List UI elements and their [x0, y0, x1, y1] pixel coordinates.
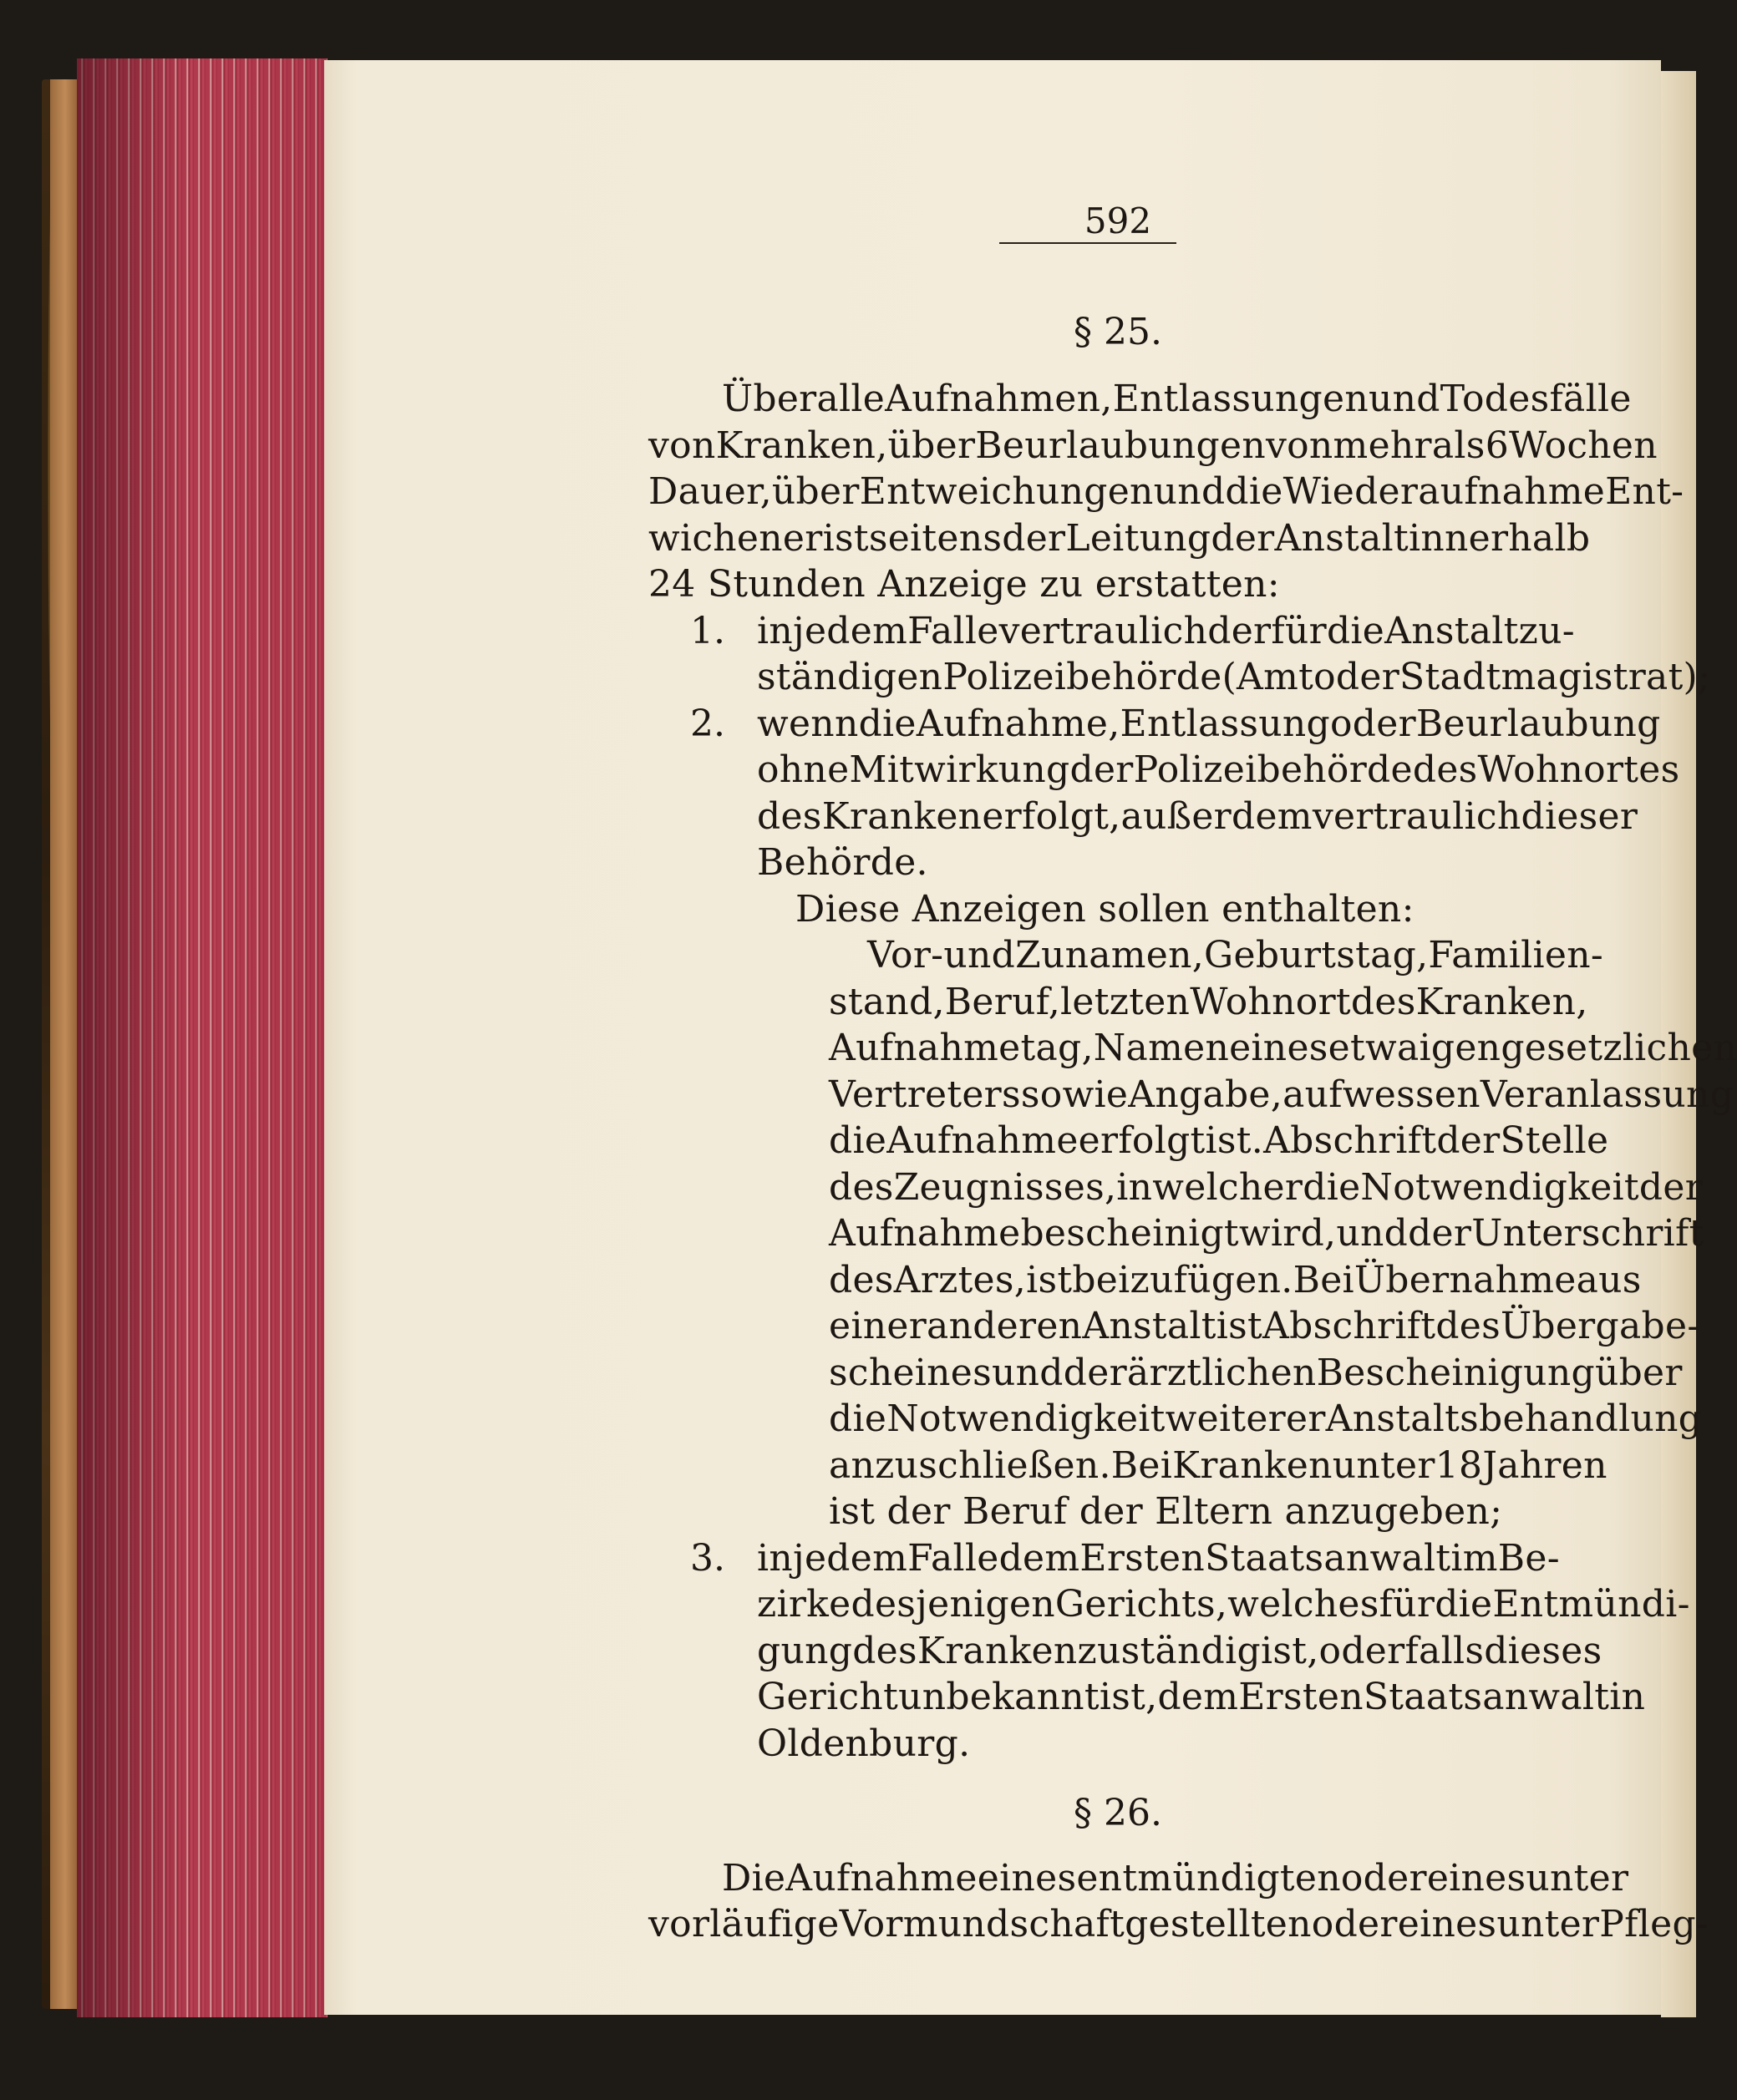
page-number: 592: [1084, 200, 1152, 241]
word: Bei: [1110, 1443, 1173, 1487]
word: bescheinigt: [1020, 1212, 1239, 1255]
word: erfolgt,: [982, 794, 1121, 838]
word: Abschrift: [1262, 1305, 1436, 1347]
word: Aufnahmen,: [885, 378, 1113, 420]
word: des: [829, 1258, 894, 1301]
item-number: 1.: [690, 609, 725, 652]
word: anderen: [927, 1305, 1083, 1347]
word: Übernahme: [1354, 1258, 1577, 1301]
word: die: [829, 1119, 887, 1162]
word: vorläufige: [648, 1903, 840, 1945]
contents-line: [829, 1351, 1683, 1394]
leather-spine: [50, 79, 80, 2009]
word: des: [1435, 1305, 1501, 1347]
word: jedem: [793, 609, 908, 652]
word: in: [757, 609, 794, 652]
contents-line: [829, 1258, 1642, 1301]
word: über: [887, 424, 976, 467]
word: dem: [1157, 1676, 1239, 1718]
contents-line: [829, 1212, 1704, 1255]
word: und: [1336, 1212, 1409, 1255]
word: Entlassungen: [1112, 378, 1369, 420]
word: ist: [1026, 1258, 1073, 1301]
word: jedem: [793, 1536, 908, 1580]
word: Übergabe-: [1501, 1305, 1700, 1347]
word: oder: [1329, 702, 1416, 745]
word: die: [829, 1397, 887, 1440]
word: in: [1609, 1676, 1646, 1718]
contents-intro: Diese Anzeigen sollen enthalten:: [795, 887, 1414, 931]
word: etwaigen: [1328, 1027, 1501, 1069]
word: ist,: [1099, 1676, 1158, 1718]
word: die: [858, 702, 917, 745]
word: Ersten: [1079, 1536, 1206, 1580]
word: des: [757, 794, 822, 838]
word: die: [1303, 1165, 1361, 1209]
word: ohne: [757, 748, 850, 791]
word: Falle: [907, 1536, 999, 1580]
word: Wochen: [1508, 424, 1658, 467]
word: Be-: [1497, 1536, 1560, 1580]
word: für: [1271, 609, 1327, 652]
word: (Amt: [1221, 656, 1314, 698]
word: welches: [1227, 1583, 1379, 1626]
word: Aufnahme: [886, 1119, 1079, 1162]
item-line: [757, 1583, 1690, 1626]
word: Die: [722, 1856, 786, 1900]
word: und: [943, 934, 1016, 976]
word: Anstalt: [1082, 1305, 1216, 1347]
word: eines: [977, 1856, 1077, 1900]
item-line: Behörde.: [757, 841, 928, 884]
word: der: [1638, 1165, 1704, 1209]
word: Gericht: [757, 1676, 899, 1718]
item-line: [757, 748, 1680, 791]
word: entmündigten: [1076, 1856, 1341, 1900]
word: erfolgt: [1078, 1119, 1206, 1162]
word: des: [1412, 748, 1478, 791]
word: die: [1326, 609, 1385, 652]
word: Ersten: [1238, 1676, 1364, 1718]
word: Aufnahme: [829, 1212, 1021, 1255]
word: Entweichungen: [859, 470, 1154, 513]
contents-line: [829, 1073, 1734, 1116]
paragraph-line: 24 Stunden Anzeige zu erstatten:: [648, 563, 1280, 606]
word: einer: [829, 1305, 927, 1347]
word: falls: [1404, 1629, 1485, 1672]
contents-line: [829, 1119, 1609, 1162]
word: seitens: [868, 516, 1003, 560]
contents-line: [829, 980, 1588, 1023]
word: Vertreters: [829, 1073, 1021, 1116]
word: auf: [1282, 1073, 1343, 1116]
word: mehr: [1333, 424, 1432, 467]
word: oder: [1313, 656, 1400, 698]
word: welcher: [1152, 1165, 1303, 1209]
item-line: [757, 609, 1575, 652]
word: anzuschließen.: [829, 1443, 1111, 1487]
word: Kranken,: [1415, 980, 1588, 1023]
word: Dauer,: [648, 470, 772, 513]
item-number: 2.: [690, 702, 725, 745]
page-edges-shadow: [77, 58, 328, 2017]
word: Abschrift: [1263, 1119, 1437, 1162]
item-line: [757, 656, 1711, 698]
word: Namen: [1093, 1027, 1230, 1069]
word: dieser: [1521, 794, 1638, 838]
word: innerhalb: [1408, 516, 1591, 560]
word: Notwendigkeit: [1360, 1165, 1639, 1209]
word: ist.: [1205, 1119, 1264, 1162]
word: alle: [816, 378, 886, 420]
word: Entmündi-: [1492, 1583, 1690, 1626]
word: und: [1153, 470, 1226, 513]
word: Arztes,: [893, 1258, 1027, 1301]
word: oder: [1311, 1903, 1398, 1945]
paragraph-line: [722, 1856, 1629, 1900]
word: Mitwirkung: [849, 748, 1070, 791]
word: Anstaltsbehandlung: [1325, 1397, 1703, 1440]
word: Beruf,: [944, 980, 1061, 1023]
word: in: [757, 1536, 794, 1580]
word: ärztlichen: [1126, 1351, 1317, 1394]
word: unter: [1496, 1903, 1600, 1945]
word: Zeugnisses,: [893, 1165, 1117, 1209]
contents-line: ist der Beruf der Eltern anzugeben;: [829, 1490, 1503, 1533]
word: oder: [1340, 1856, 1427, 1900]
word: im: [1450, 1536, 1498, 1580]
word: ständigen: [757, 656, 943, 698]
paragraph-line: [648, 516, 1591, 560]
word: weiterer: [1165, 1397, 1326, 1440]
word: der: [1436, 1119, 1501, 1162]
word: Über: [722, 378, 817, 420]
word: ist: [1216, 1305, 1263, 1347]
word: und: [1369, 378, 1440, 420]
word: Aufnahme: [785, 1856, 978, 1900]
word: Stelle: [1500, 1119, 1609, 1162]
word: Beurlaubung: [1415, 702, 1661, 745]
word: Stadtmagistrat);: [1399, 656, 1711, 698]
word: gestellten: [1125, 1903, 1312, 1945]
word: oder: [1318, 1629, 1405, 1672]
word: Gerichts,: [1054, 1583, 1228, 1626]
contents-line: [867, 934, 1604, 976]
word: Kranken: [821, 794, 983, 838]
word: zu-: [1518, 609, 1575, 652]
word: Kranken: [917, 1629, 1078, 1672]
word: zirke: [757, 1583, 851, 1626]
word: Polizeibehörde: [942, 656, 1222, 698]
word: Falle: [907, 609, 999, 652]
word: Aufnahmetag,: [829, 1027, 1094, 1069]
item-line: Oldenburg.: [757, 1722, 971, 1765]
item-line: [757, 1676, 1646, 1718]
word: dem: [998, 1536, 1080, 1580]
word: eines: [1426, 1856, 1526, 1900]
word: Staatsanwalt: [1205, 1536, 1451, 1580]
word: Staatsanwalt: [1363, 1676, 1610, 1718]
word: Bei: [1293, 1258, 1354, 1301]
word: Wohnortes: [1477, 748, 1680, 791]
word: die: [1435, 1583, 1493, 1626]
word: außerdem: [1120, 794, 1313, 838]
section-heading-25: § 25.: [1074, 311, 1162, 353]
word: vertraulich: [1312, 794, 1521, 838]
word: Ent-: [1605, 470, 1684, 513]
word: des: [852, 1629, 917, 1672]
word: zuständig: [1077, 1629, 1261, 1672]
word: desjenigen: [851, 1583, 1055, 1626]
book-page: [324, 60, 1737, 2015]
word: Anstalt: [1274, 516, 1409, 560]
word: Veranlassung: [1480, 1073, 1734, 1116]
section-heading-26: § 26.: [1074, 1792, 1162, 1834]
paragraph-line: [648, 424, 1658, 467]
paragraph-line: [722, 378, 1632, 420]
word: der: [1408, 1212, 1472, 1255]
word: Jahren: [1482, 1443, 1607, 1487]
word: 18: [1435, 1443, 1483, 1487]
word: eines: [1229, 1027, 1328, 1069]
item-line: [757, 702, 1661, 745]
word: Vor-: [867, 934, 944, 976]
word: unter: [1526, 1856, 1629, 1900]
paragraph-line: [648, 1903, 1709, 1945]
word: der: [1063, 1351, 1127, 1394]
word: Familien-: [1428, 934, 1604, 976]
word: Kranken,: [715, 424, 888, 467]
word: Geburtstag,: [1204, 934, 1429, 976]
word: für: [1379, 1583, 1435, 1626]
word: der: [1207, 609, 1272, 652]
word: beizufügen.: [1072, 1258, 1293, 1301]
word: gesetzlichen: [1501, 1027, 1737, 1069]
word: unter: [1332, 1443, 1435, 1487]
word: wenn: [757, 702, 859, 745]
word: über: [771, 470, 860, 513]
item-line: [757, 1629, 1602, 1672]
word: Todesfälle: [1440, 378, 1632, 420]
contents-line: [829, 1165, 1704, 1209]
word: ist,: [1261, 1629, 1319, 1672]
header-rule: [999, 242, 1176, 244]
word: in: [1116, 1165, 1153, 1209]
word: scheines: [829, 1351, 993, 1394]
word: Notwendigkeit: [886, 1397, 1166, 1440]
word: vertraulich: [998, 609, 1208, 652]
word: ist: [822, 516, 869, 560]
word: Wohnort: [1190, 980, 1351, 1023]
word: Wiederaufnahme: [1282, 470, 1606, 513]
item-line: [757, 1536, 1560, 1580]
word: über: [1594, 1351, 1683, 1394]
word: Angabe,: [1128, 1073, 1283, 1116]
contents-line: [829, 1027, 1737, 1069]
word: Beurlaubungen: [975, 424, 1266, 467]
word: Anstalt: [1384, 609, 1519, 652]
word: Entlassung: [1120, 702, 1330, 745]
word: gung: [757, 1629, 853, 1672]
word: wird,: [1238, 1212, 1337, 1255]
word: der: [1002, 516, 1066, 560]
word: Bescheinigung: [1316, 1351, 1595, 1394]
word: der: [1211, 516, 1275, 560]
word: eines: [1397, 1903, 1497, 1945]
item-line: [757, 794, 1638, 838]
word: dieses: [1484, 1629, 1602, 1672]
word: von: [648, 424, 716, 467]
item-number: 3.: [690, 1536, 725, 1580]
word: die: [1225, 470, 1283, 513]
contents-line: [829, 1397, 1703, 1440]
word: Zunamen,: [1015, 934, 1205, 976]
contents-line: [829, 1443, 1607, 1487]
word: Pfleg-: [1599, 1903, 1709, 1945]
word: wessen: [1342, 1073, 1481, 1116]
paragraph-line: [648, 470, 1684, 513]
word: unbekannt: [898, 1676, 1100, 1718]
word: sowie: [1020, 1073, 1129, 1116]
word: wichener: [648, 516, 823, 560]
word: Polizeibehörde: [1133, 748, 1413, 791]
word: Leitung: [1065, 516, 1211, 560]
word: des: [1350, 980, 1416, 1023]
word: als: [1431, 424, 1486, 467]
word: 6: [1485, 424, 1509, 467]
word: Vormundschaft: [839, 1903, 1125, 1945]
word: von: [1265, 424, 1333, 467]
word: Kranken: [1172, 1443, 1333, 1487]
word: stand,: [829, 980, 945, 1023]
word: aus: [1576, 1258, 1642, 1301]
contents-line: [829, 1305, 1700, 1347]
word: der: [1069, 748, 1134, 791]
word: des: [829, 1165, 894, 1209]
word: Unterschrift: [1471, 1212, 1704, 1255]
word: und: [992, 1351, 1064, 1394]
word: Aufnahme,: [916, 702, 1120, 745]
word: letzten: [1060, 980, 1191, 1023]
